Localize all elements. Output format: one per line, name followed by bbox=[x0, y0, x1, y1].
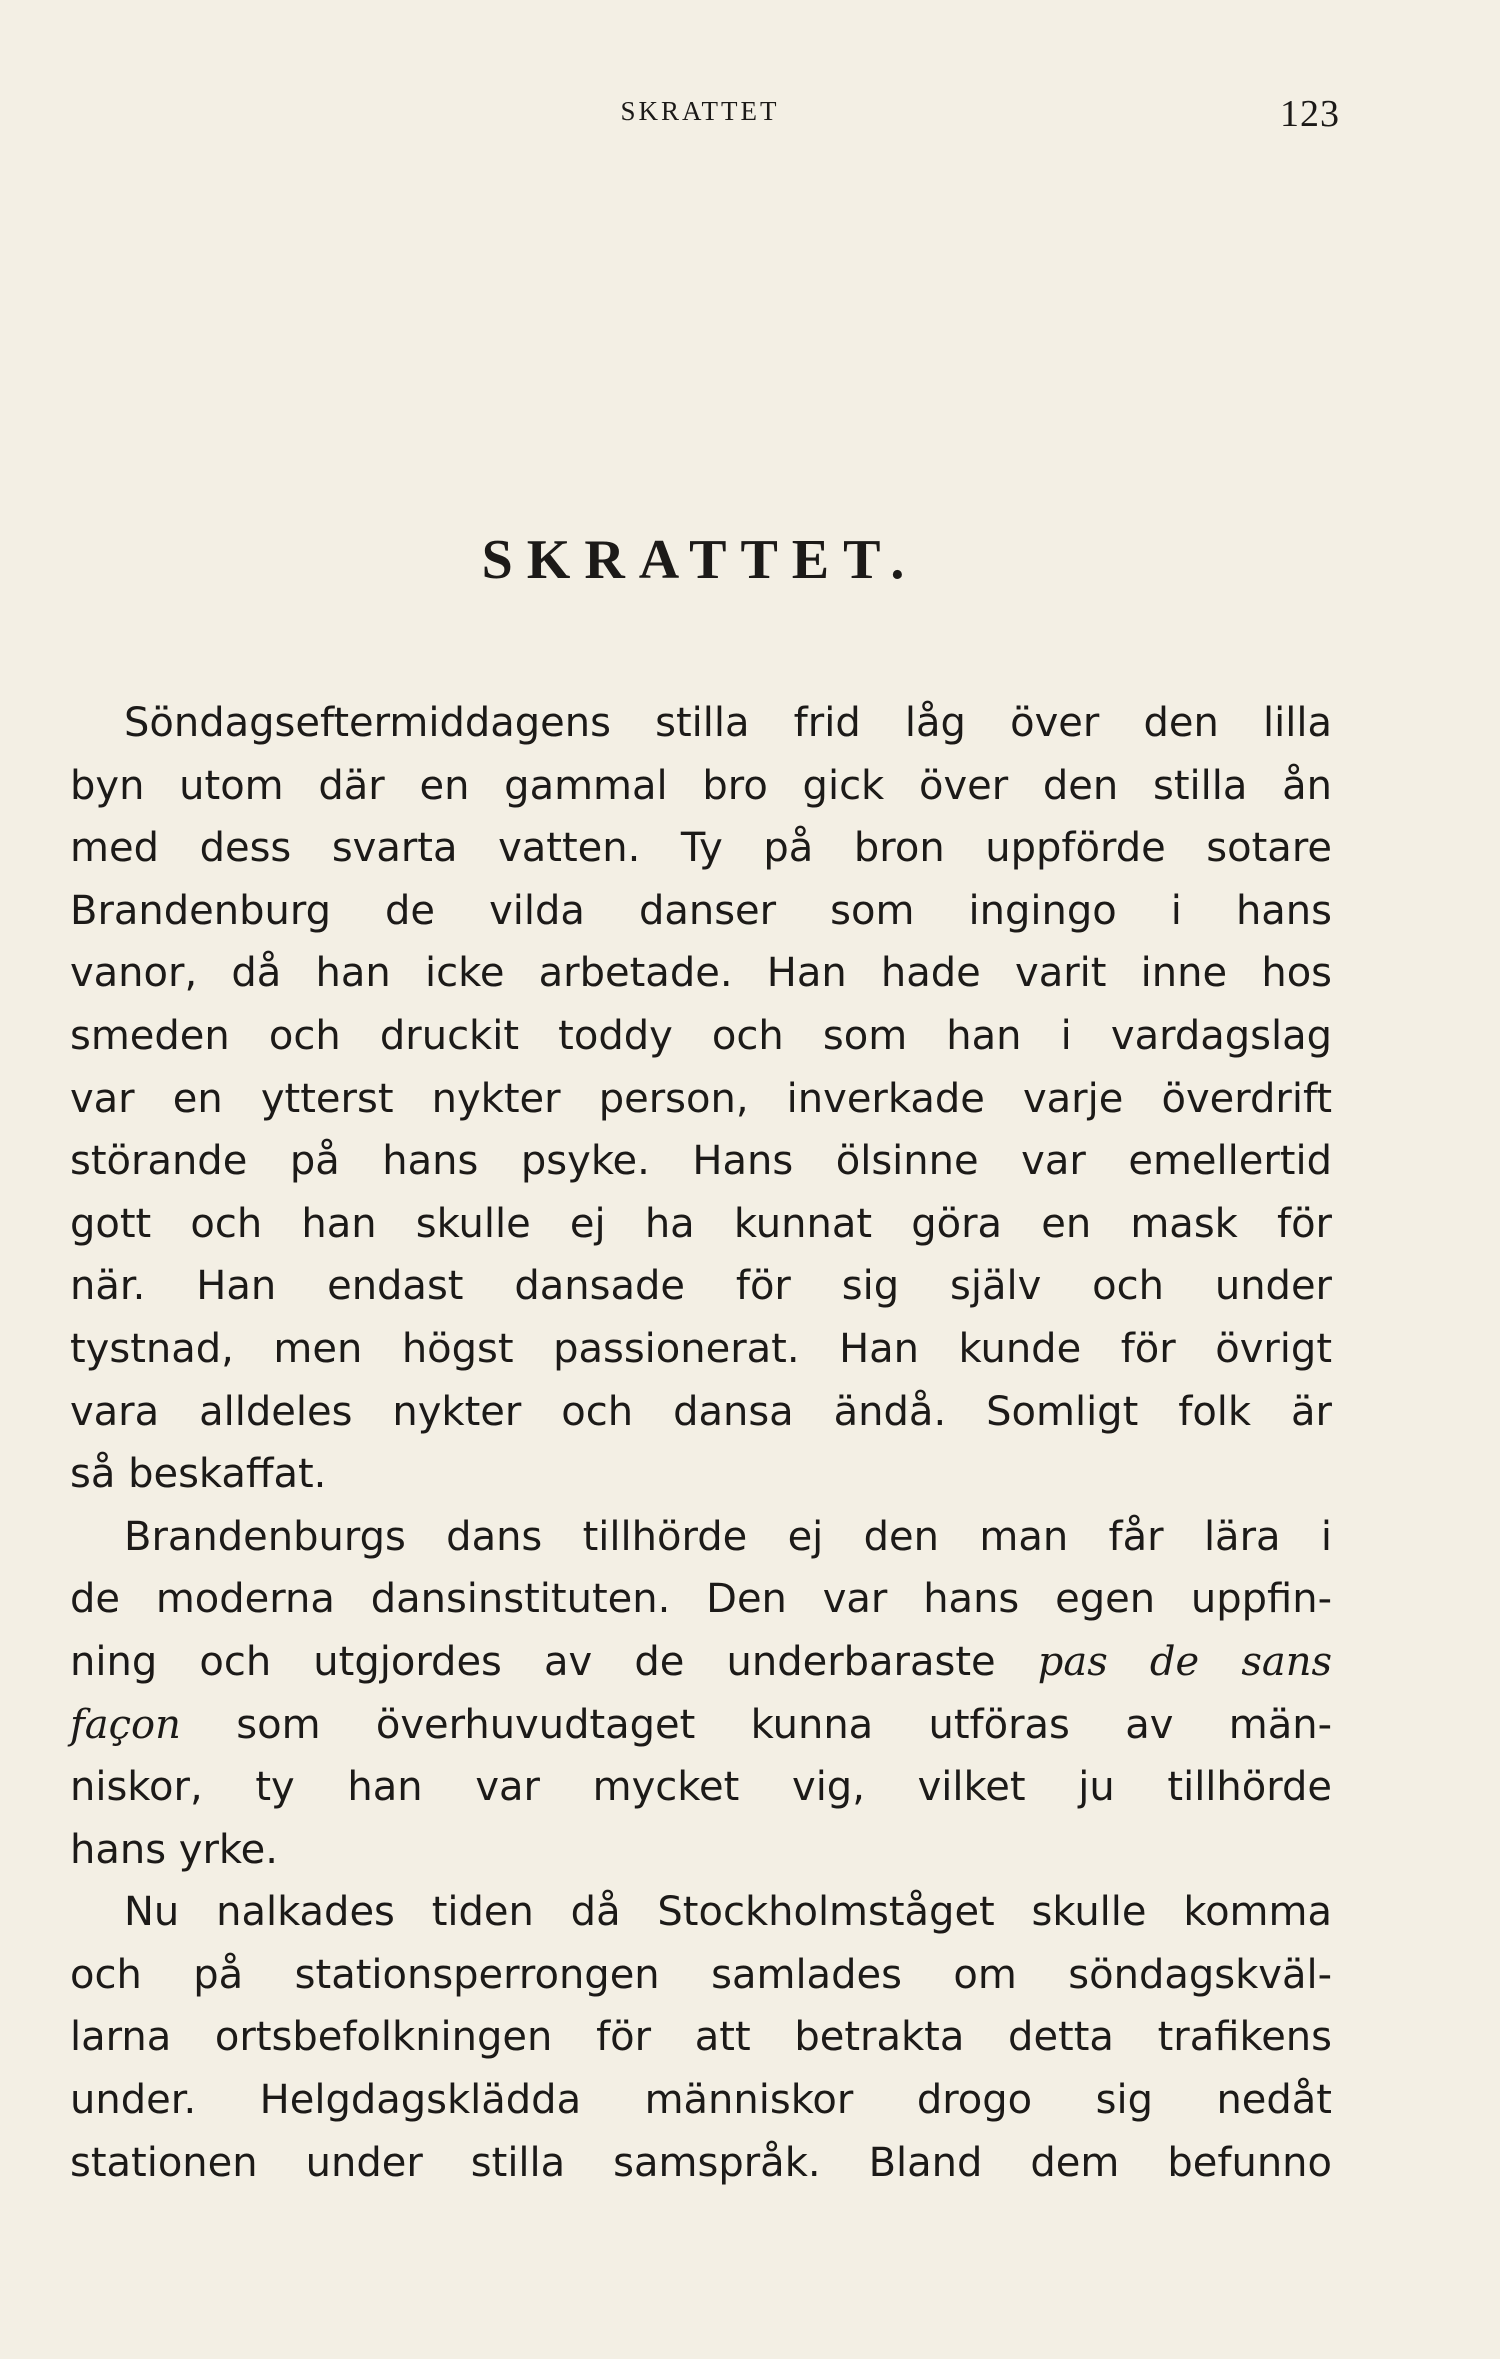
text-line-with-italic bbox=[70, 1631, 1332, 1694]
running-title: SKRATTET bbox=[620, 96, 780, 126]
text-line: smeden och druckit toddy och som han i vardagslag bbox=[70, 1012, 1332, 1059]
text-line: under. Helgdagsklädda människor drogo sig nedåt bbox=[70, 2077, 1332, 2124]
text-line: de moderna dansinstituten. Den var hans egen uppfin- bbox=[70, 1576, 1332, 1623]
text-line: så beskaffat. bbox=[70, 1451, 327, 1498]
italic-phrase: façon bbox=[70, 1701, 181, 1748]
text-line: tystnad, men högst passionerat. Han kunde för övrigt bbox=[70, 1325, 1332, 1372]
text-line: Nu nalkades tiden då Stockholmståget skulle komma bbox=[124, 1889, 1332, 1936]
text-line: stationen under stilla samspråk. Bland dem befunno bbox=[70, 2139, 1332, 2186]
italic-phrase: pas de sans bbox=[1037, 1638, 1332, 1685]
running-header bbox=[0, 93, 1500, 136]
text-line: gott och han skulle ej ha kunnat göra en mask för bbox=[70, 1200, 1332, 1247]
text-line: var en ytterst nykter person, inverkade varje överdrift bbox=[70, 1075, 1332, 1122]
text-line: byn utom där en gammal bro gick över den stilla ån bbox=[70, 762, 1332, 809]
text-line: vara alldeles nykter och dansa ändå. Somligt folk är bbox=[70, 1388, 1332, 1435]
text-line: Brandenburgs dans tillhörde ej den man får lära i bbox=[124, 1513, 1332, 1560]
text-line: hans yrke. bbox=[70, 1826, 278, 1873]
body-text bbox=[70, 692, 1332, 2194]
page-number: 123 bbox=[1280, 93, 1340, 135]
text-segment: ning och utgjordes av de underbaraste bbox=[70, 1638, 996, 1685]
text-line: när. Han endast dansade för sig själv och under bbox=[70, 1263, 1332, 1310]
text-line: Brandenburg de vilda danser som ingingo i hans bbox=[70, 887, 1332, 934]
text-line: med dess svarta vatten. Ty på bron uppförde sotare bbox=[70, 825, 1332, 872]
text-line: Söndagseftermiddagens stilla frid låg över den lilla bbox=[124, 700, 1332, 746]
text-line: niskor, ty han var mycket vig, vilket ju tillhörde bbox=[70, 1764, 1332, 1811]
text-line: störande på hans psyke. Hans ölsinne var emellertid bbox=[70, 1138, 1332, 1185]
text-line: och på stationsperrongen samlades om söndagskväl- bbox=[70, 1951, 1332, 1998]
text-segment: som överhuvudtaget kunna utföras av män- bbox=[236, 1701, 1332, 1748]
text-line: larna ortsbefolkningen för att betrakta detta trafikens bbox=[70, 2014, 1332, 2061]
chapter-title: SKRATTET. bbox=[481, 529, 919, 591]
text-line-with-italic bbox=[70, 1694, 1332, 1757]
text-line: vanor, då han icke arbetade. Han hade varit inne hos bbox=[70, 950, 1332, 997]
